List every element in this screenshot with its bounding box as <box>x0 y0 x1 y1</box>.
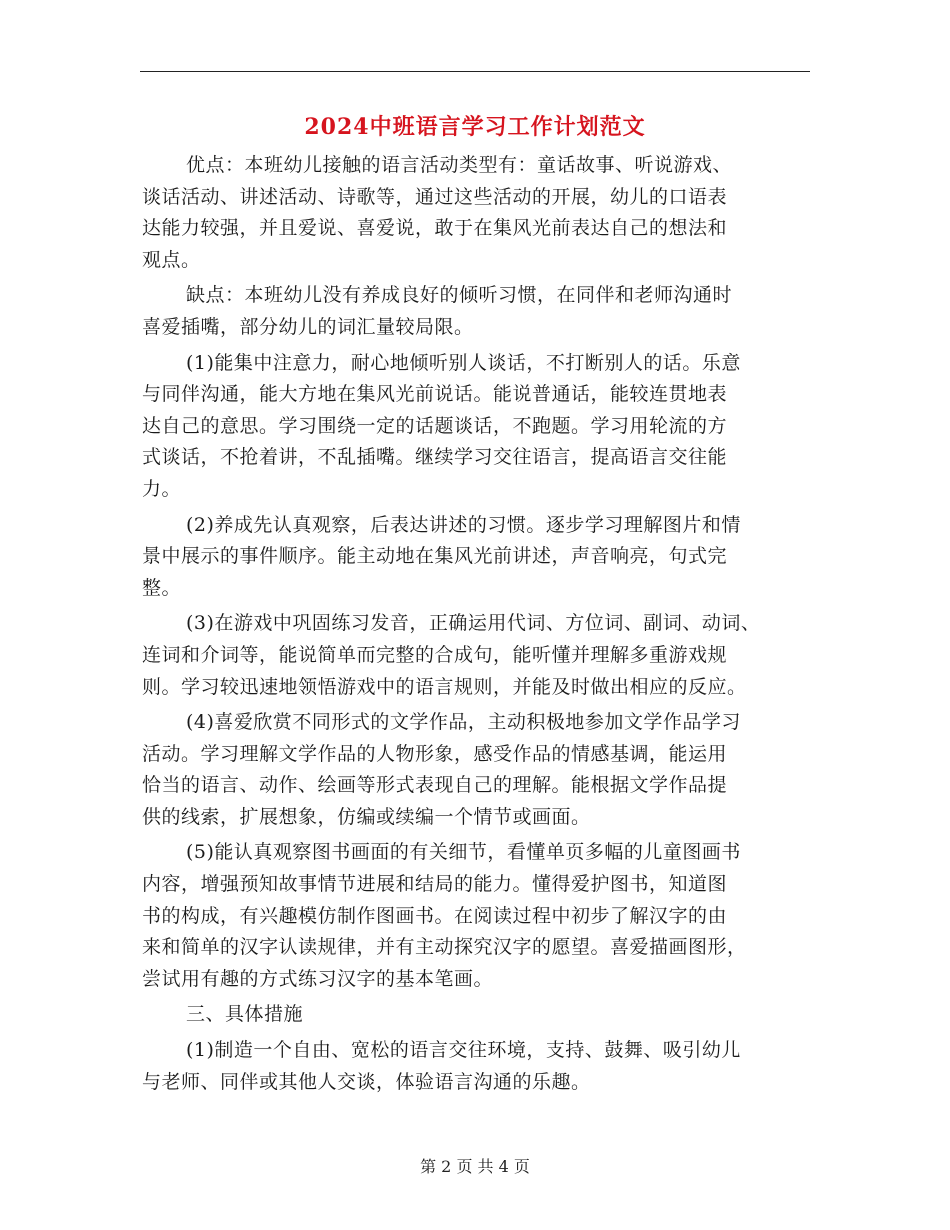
paragraph-line: (4)喜爱欣赏不同形式的文学作品，主动积极地参加文学作品学习 <box>186 711 741 734</box>
paragraph-line: (5)能认真观察图书画面的有关细节，看懂单页多幅的儿童图画书 <box>186 841 741 864</box>
paragraph-line: 与同伴沟通，能大方地在集风光前说话。能说普通话，能较连贯地表 <box>142 383 728 406</box>
paragraph-line: 连词和介词等，能说简单而完整的合成句，能听懂并理解多重游戏规 <box>142 643 728 666</box>
paragraph <box>142 999 810 1031</box>
paragraph-line: (2)养成先认真观察，后表达讲述的习惯。逐步学习理解图片和情 <box>186 513 741 536</box>
paragraph-line: 谈话活动、讲述活动、诗歌等，通过这些活动的开展，幼儿的口语表 <box>142 185 728 208</box>
paragraph-line: (1)能集中注意力，耐心地倾听别人谈话，不打断别人的话。乐意 <box>186 351 741 374</box>
paragraph-line: 尝试用有趣的方式练习汉字的基本笔画。 <box>142 967 494 990</box>
paragraph-line: 供的线索，扩展想象，仿编或续编一个情节或画面。 <box>142 805 591 828</box>
paragraph-line: 内容，增强预知故事情节进展和结局的能力。懂得爱护图书，知道图 <box>142 873 728 896</box>
paragraph-line: 恰当的语言、动作、绘画等形式表现自己的理解。能根据文学作品提 <box>142 774 728 797</box>
paragraph-line: (1)制造一个自由、宽松的语言交往环境，支持、鼓舞、吸引幼儿 <box>186 1039 741 1062</box>
paragraph-line: 三、具体措施 <box>186 1003 304 1026</box>
paragraph <box>142 608 810 703</box>
paragraph-line: 缺点：本班幼儿没有养成良好的倾听习惯，在同伴和老师沟通时 <box>186 284 733 307</box>
paragraph <box>142 707 810 833</box>
paragraph-line: 达能力较强，并且爱说、喜爱说，敢于在集风光前表达自己的想法和 <box>142 217 728 240</box>
paragraph-line: (3)在游戏中巩固练习发音，正确运用代词、方位词、副词、动词、 <box>186 612 761 635</box>
paragraph <box>142 150 810 276</box>
header-rule <box>140 71 810 72</box>
paragraph-line: 整。 <box>142 576 182 599</box>
paragraph <box>142 348 810 506</box>
paragraph-line: 达自己的意思。学习围绕一定的话题谈话，不跑题。学习用轮流的方 <box>142 414 728 437</box>
paragraph <box>142 1035 810 1098</box>
document-title: 2024中班语言学习工作计划范文 <box>304 114 646 140</box>
paragraph-line: 观点。 <box>142 248 201 271</box>
paragraph-line: 式谈话，不抢着讲，不乱插嘴。继续学习交往语言，提高语言交往能 <box>142 446 728 469</box>
paragraph-line: 书的构成，有兴趣模仿制作图画书。在阅读过程中初步了解汉字的由 <box>142 904 728 927</box>
document-body <box>142 150 810 1102</box>
paragraph-line: 景中展示的事件顺序。能主动地在集风光前讲述，声音响亮，句式完 <box>142 545 728 568</box>
paragraph <box>142 837 810 995</box>
paragraph-line: 则。学习较迅速地领悟游戏中的语言规则，并能及时做出相应的反应。 <box>142 675 747 698</box>
paragraph-line: 力。 <box>142 477 182 500</box>
paragraph <box>142 280 810 343</box>
paragraph-line: 与老师、同伴或其他人交谈，体验语言沟通的乐趣。 <box>142 1070 591 1093</box>
paragraph-line: 活动。学习理解文学作品的人物形象，感受作品的情感基调，能运用 <box>142 742 728 765</box>
paragraph-line: 优点：本班幼儿接触的语言活动类型有：童话故事、听说游戏、 <box>186 154 733 176</box>
paragraph-line: 来和简单的汉字认读规律，并有主动探究汉字的愿望。喜爱描画图形， <box>142 936 747 959</box>
page-footer: 第 2 页 共 4 页 <box>420 1157 530 1176</box>
paragraph <box>142 510 810 605</box>
paragraph-line: 喜爱插嘴，部分幼儿的词汇量较局限。 <box>142 315 474 338</box>
